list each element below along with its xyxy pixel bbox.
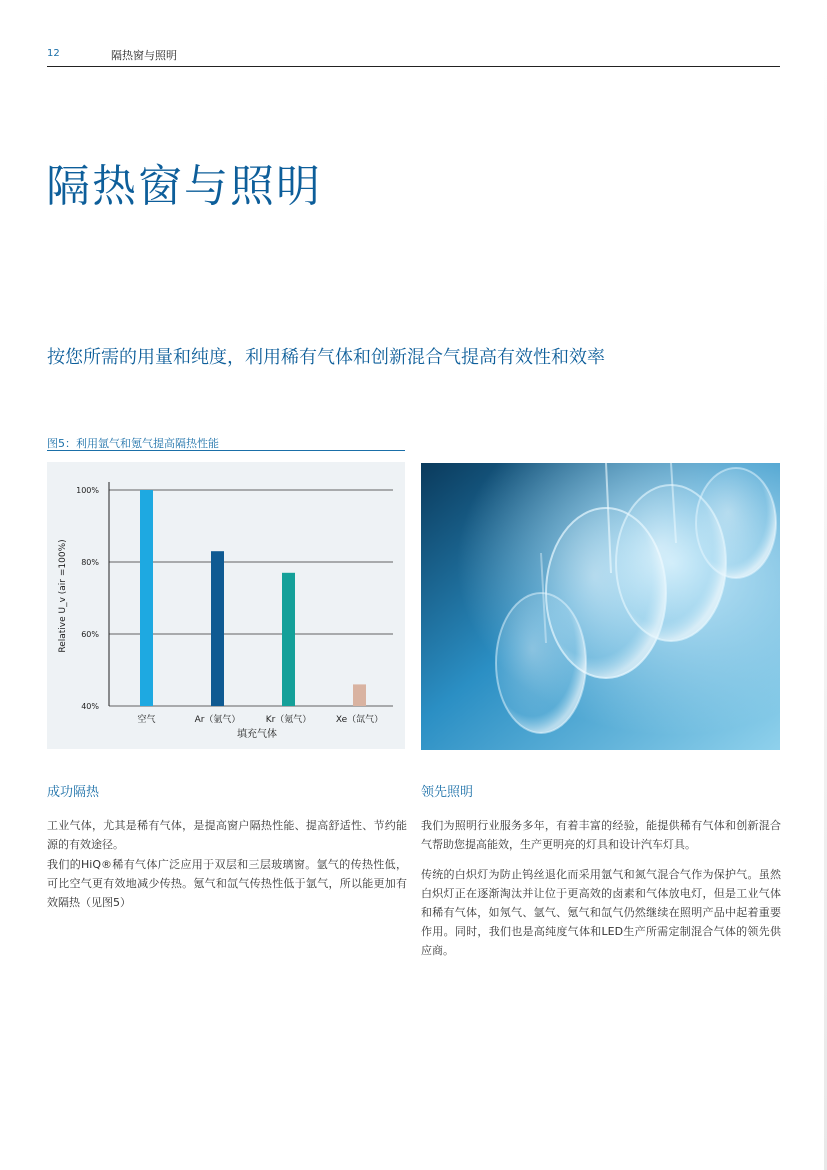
header-rule [47, 66, 780, 67]
chart-bars [140, 490, 366, 706]
y-tick-label: 80% [81, 558, 99, 567]
x-axis-label: 填充气体 [237, 729, 277, 740]
light-bulbs-photo [421, 463, 780, 750]
insulation-paragraph-2: 我们的HiQ®稀有气体广泛应用于双层和三层玻璃窗。氩气的传热性低，可比空气更有效地减少传热。氪气和氙气传热性低于氩气，所以能更加有效隔热（见图5） [47, 858, 407, 909]
y-tick-labels [76, 486, 99, 711]
y-tick-label: 60% [81, 630, 99, 639]
y-tick-label: 40% [81, 702, 99, 711]
x-tick-label: Ar（氩气） [194, 715, 241, 725]
x-tick-label: Kr（氪气） [265, 715, 312, 725]
page-number: 12 [47, 48, 60, 59]
bar-chart [47, 462, 405, 749]
y-tick-label: 100% [76, 486, 99, 495]
x-tick-label: 空气 [137, 715, 156, 725]
page-title: 隔热窗与照明 [46, 161, 322, 212]
lighting-paragraph-1: 我们为照明行业服务多年，有着丰富的经验，能提供稀有气体和创新混合气帮助您提高能效，生产更明亮的灯具和设计汽车灯具。 [421, 819, 781, 851]
bar-chart-svg [47, 462, 405, 749]
figure-rule [47, 450, 405, 451]
light-bulbs-illustration [421, 463, 780, 750]
figure-caption: 图5：利用氩气和氪气提高隔热性能 [47, 437, 219, 450]
bar [211, 551, 224, 706]
lighting-paragraph-2: 传统的白炽灯为防止钨丝退化而采用氩气和氮气混合气作为保护气。虽然白炽灯正在逐渐淘汰并让位于更高效的卤素和气体放电灯，但是工业气体和稀有气体，如氖气、氩气、氪气和氙气仍然继续在照明产品中起着重要作用。同时，我们也是高纯度气体和LED生产所需定制混合气体的领先供应商。 [421, 868, 781, 957]
x-tick-label: Xe（氙气） [335, 715, 384, 725]
insulation-paragraph-1: 工业气体，尤其是稀有气体，是提高窗户隔热性能、提高舒适性、节约能源的有效途径。 [47, 819, 407, 851]
y-axis-label: Relative U_v (air =100%) [58, 539, 68, 653]
section-heading-lighting: 领先照明 [421, 785, 474, 800]
bar [353, 684, 366, 706]
bar [282, 573, 295, 706]
section-heading-insulation: 成功隔热 [47, 785, 100, 800]
page-subtitle: 按您所需的用量和纯度，利用稀有气体和创新混合气提高有效性和效率 [47, 347, 605, 368]
running-header: 隔热窗与照明 [111, 49, 177, 62]
x-tick-labels [137, 713, 383, 725]
bar [140, 490, 153, 706]
